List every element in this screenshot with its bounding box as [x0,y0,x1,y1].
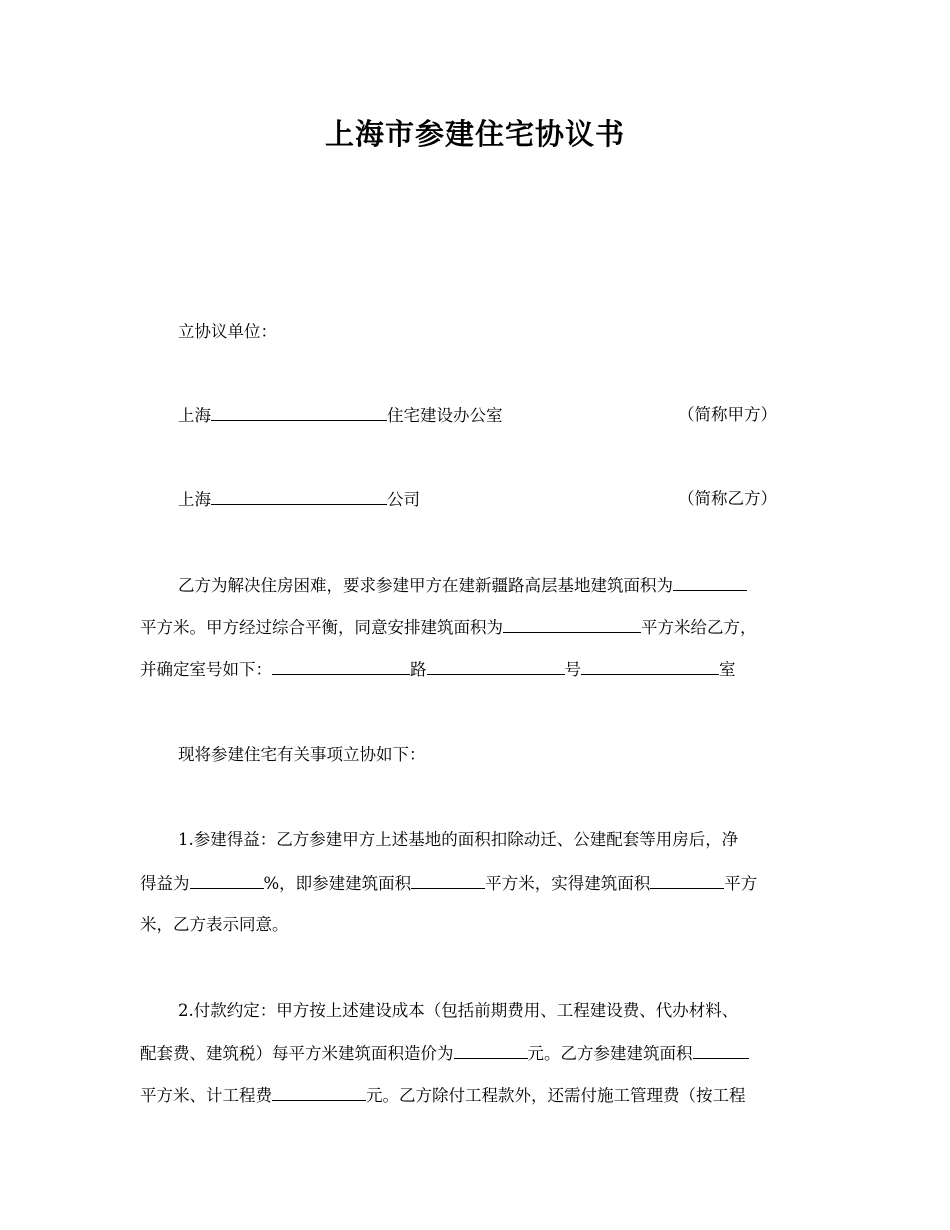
para1-text-1: 乙方为解决住房困难，要求参建甲方在建新疆路高层基地建筑面积为 [178,576,673,595]
clause2-text-3b: 元。乙方除付工程款外，还需付施工管理费（按工程 [366,1086,746,1105]
party-b-name-blank[interactable] [211,487,387,505]
number-blank[interactable] [427,657,565,675]
party-b-prefix: 上海 [178,490,211,509]
party-b-note: （简称乙方） [678,489,777,508]
clause1-line3: 米，乙方表示同意。 [140,915,289,934]
para1-line1 [178,573,747,598]
clause2-text-2a: 配套费、建筑税）每平方米建筑面积造价为 [140,1044,454,1063]
clause1-text-2a: 得益为 [140,874,190,893]
para1-text-3b: 路 [410,660,427,679]
document-title: 上海市参建住宅协议书 [324,117,625,151]
participation-area-2-blank[interactable] [693,1041,749,1059]
allocated-area-blank[interactable] [503,615,641,633]
parties-intro: 立协议单位： [178,322,277,341]
benefit-percent-blank[interactable] [190,871,264,889]
party-a-line [178,403,503,428]
project-fee-blank[interactable] [272,1083,366,1101]
party-a-note: （简称甲方） [678,405,777,424]
para1-text-3a: 并确定室号如下： [140,660,272,679]
party-a-name-blank[interactable] [211,403,387,421]
party-b-line [178,487,420,512]
clause2-line2 [140,1041,749,1066]
actual-area-blank[interactable] [650,871,724,889]
para1-text-2b: 平方米给乙方， [641,618,757,637]
clause2-text-3a: 平方米、计工程费 [140,1086,272,1105]
room-blank[interactable] [581,657,719,675]
clause2-text-2b: 元。乙方参建建筑面积 [527,1044,693,1063]
para1-text-3d: 室 [719,660,736,679]
clause1-text-2c: 平方米，实得建筑面积 [485,874,651,893]
para1-text-3c: 号 [564,660,581,679]
clause1-line1: 1.参建得益：乙方参建甲方上述基地的面积扣除动迁、公建配套等用房后，净 [178,830,739,849]
party-a-suffix: 住宅建设办公室 [387,406,503,425]
clause1-text-2d: 平方 [724,874,758,893]
road-blank[interactable] [272,657,410,675]
clause1-text-2b: %，即参建建筑面积 [263,874,412,893]
para1-line2 [140,615,757,640]
participation-area-blank[interactable] [411,871,485,889]
clause2-line1: 2.付款约定：甲方按上述建设成本（包括前期费用、工程建设费、代办材料、 [178,1001,739,1020]
party-b-suffix: 公司 [387,490,420,509]
total-area-blank[interactable] [673,573,747,591]
clause1-line2 [140,871,757,896]
party-a-prefix: 上海 [178,406,211,425]
clause2-line3 [140,1083,746,1108]
para2: 现将参建住宅有关事项立协如下： [178,745,426,764]
para1-text-2a: 平方米。甲方经过综合平衡，同意安排建筑面积为 [140,618,503,637]
para1-line3 [140,657,736,682]
unit-cost-blank[interactable] [454,1041,528,1059]
